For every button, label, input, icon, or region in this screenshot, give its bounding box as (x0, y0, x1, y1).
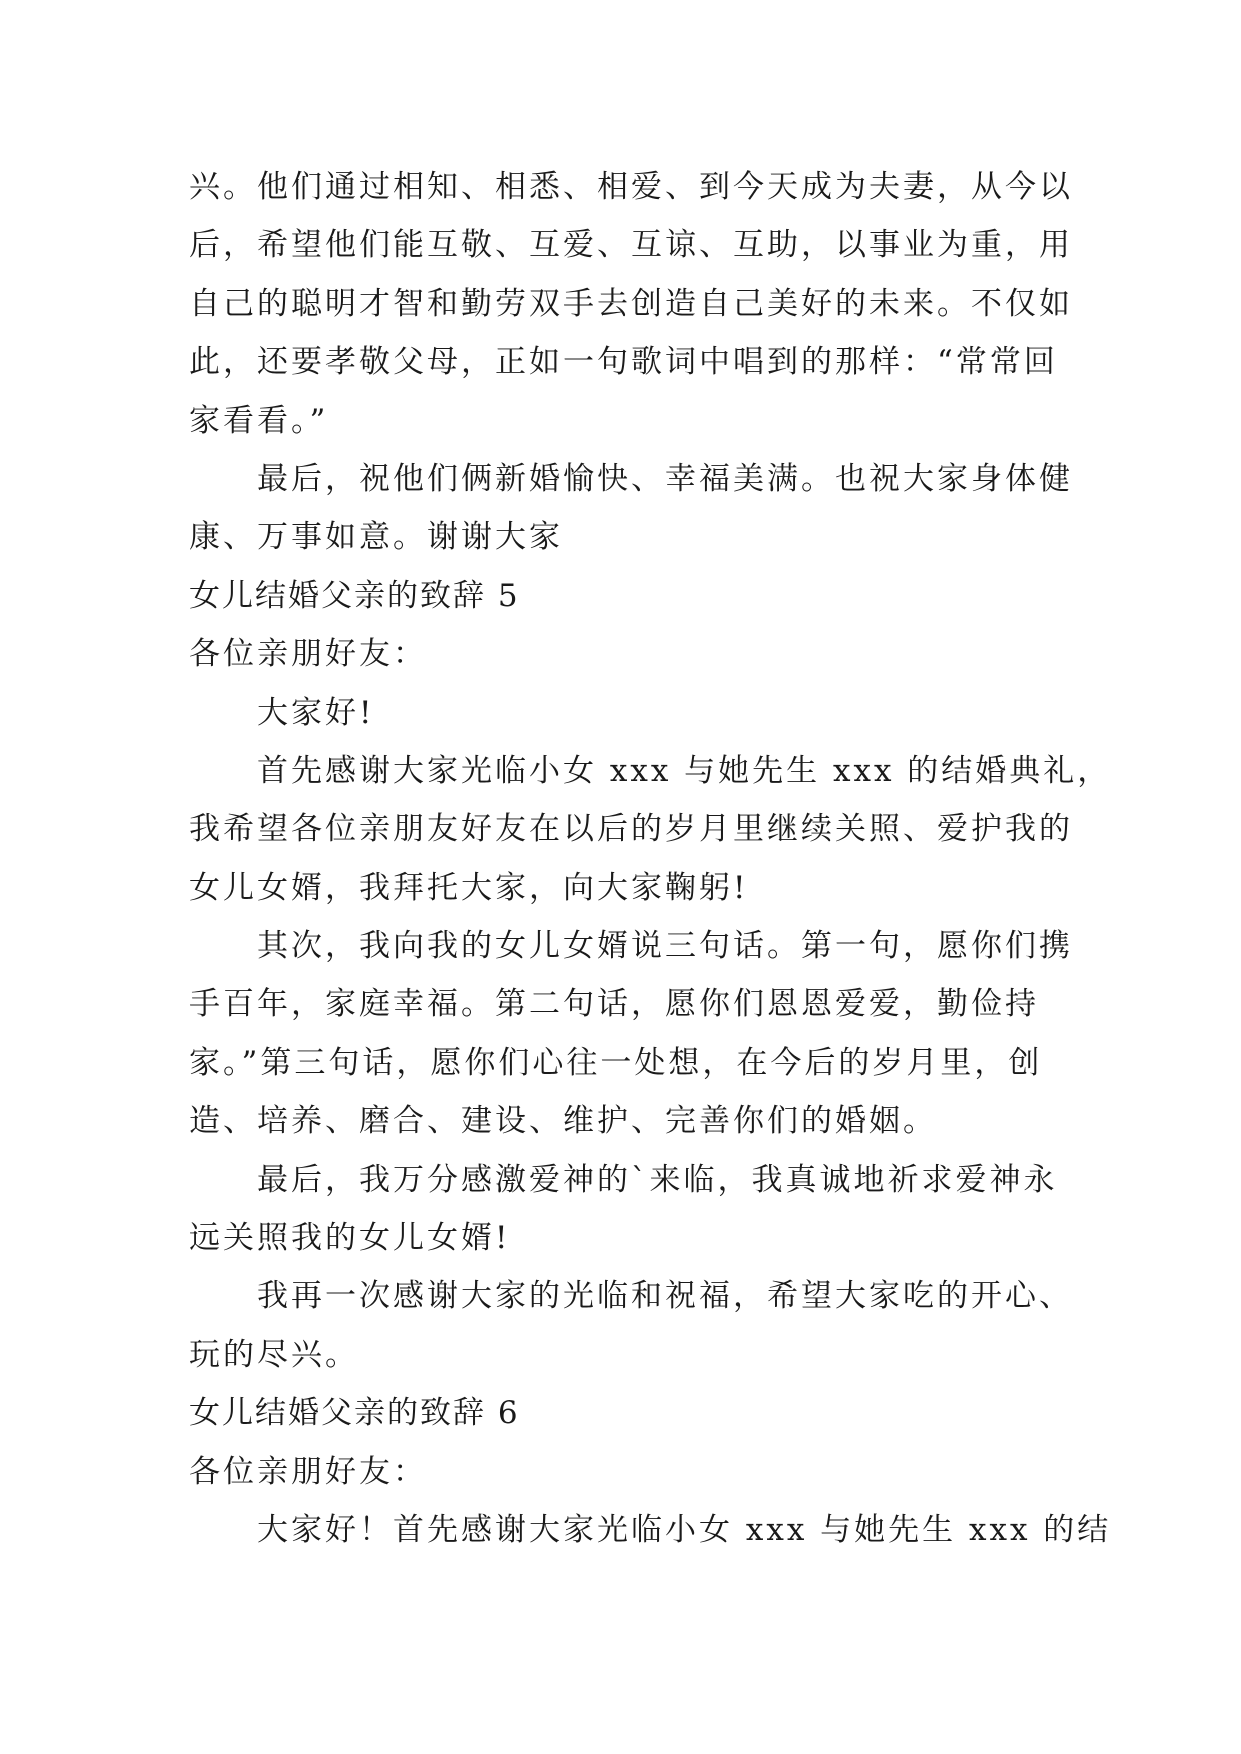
paragraph-line: 大家好! (257, 694, 375, 731)
paragraph-line: 康、万事如意。谢谢大家 (189, 519, 563, 556)
salutation: 各位亲朋好友： (189, 636, 427, 673)
paragraph-line: 我再一次感谢大家的光临和祝福，希望大家吃的开心、 (257, 1278, 1073, 1315)
paragraph-line: 后，希望他们能互敬、互爱、互谅、互助，以事业为重，用 (189, 227, 1073, 264)
paragraph-line: 最后，祝他们俩新婚愉快、幸福美满。也祝大家身体健 (257, 460, 1073, 497)
section-heading: 女儿结婚父亲的致辞 5 (189, 577, 520, 614)
paragraph-line: 造、培养、磨合、建设、维护、完善你们的婚姻。 (189, 1103, 937, 1140)
paragraph-line: 家看看。” (189, 402, 329, 439)
paragraph-line: 其次，我向我的女儿女婿说三句话。第一句，愿你们携 (257, 928, 1073, 965)
section-heading: 女儿结婚父亲的致辞 6 (189, 1395, 520, 1432)
paragraph-line: 自己的聪明才智和勤劳双手去创造自己美好的未来。不仅如 (189, 285, 1073, 322)
paragraph-line: 最后，我万分感激爱神的`来临，我真诚地祈求爱神永 (257, 1161, 1058, 1198)
paragraph-line: 家。”第三句话，愿你们心往一处想，在今后的岁月里，创 (189, 1044, 1043, 1081)
paragraph-line: 兴。他们通过相知、相悉、相爱、到今天成为夫妻，从今以 (189, 169, 1073, 205)
paragraph-line: 我希望各位亲朋友好友在以后的岁月里继续关照、爱护我的 (189, 811, 1073, 848)
salutation: 各位亲朋好友： (189, 1453, 427, 1490)
paragraph-line: 大家好！首先感谢大家光临小女 xxx 与她先生 xxx 的结 (257, 1511, 1112, 1548)
paragraph-line: 此，还要孝敬父母，正如一句歌词中唱到的那样：“常常回 (189, 344, 1058, 381)
paragraph-line: 玩的尽兴。 (189, 1336, 359, 1373)
document-body (189, 158, 1112, 1559)
paragraph-line: 首先感谢大家光临小女 xxx 与她先生 xxx 的结婚典礼， (257, 752, 1112, 789)
paragraph-line: 远关照我的女儿女婿! (189, 1220, 511, 1257)
paragraph-line: 手百年，家庭幸福。第二句话，愿你们恩恩爱爱，勤俭持 (189, 986, 1039, 1023)
paragraph-line: 女儿女婿，我拜托大家，向大家鞠躬! (189, 869, 749, 906)
